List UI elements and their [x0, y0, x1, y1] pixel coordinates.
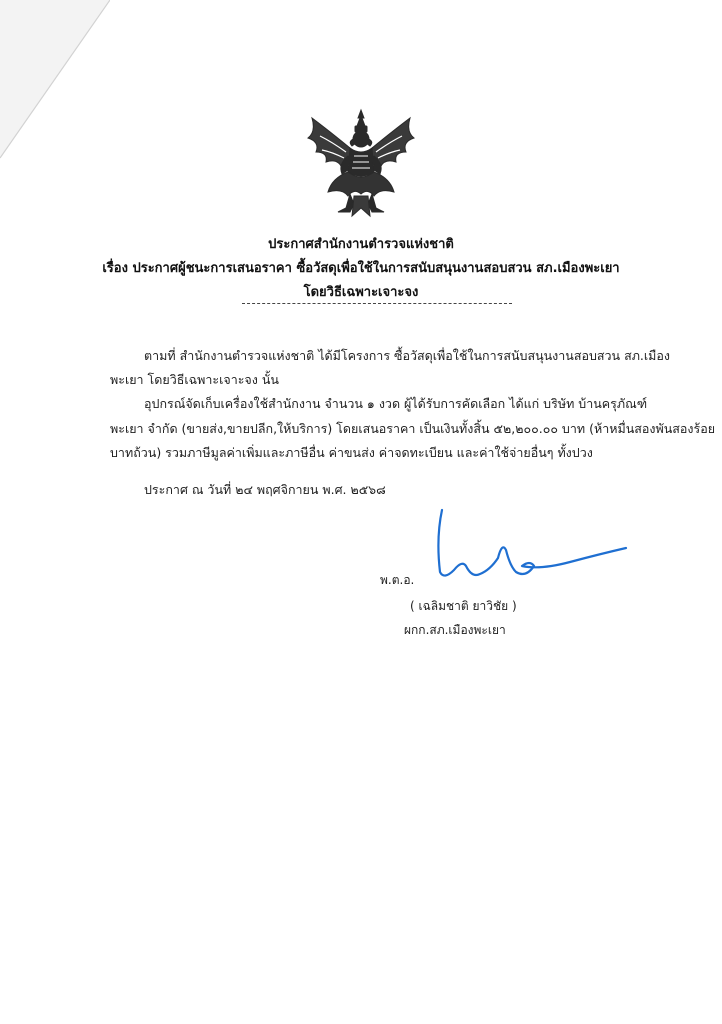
signatory-name: ( เฉลิมชาติ ยาวิชัย ): [410, 599, 517, 613]
body-line-4: พะเยา จำกัด (ขายส่ง,ขายปลีก,ให้บริการ) โดยเสนอราคา เป็นเงินทั้งสิ้น ๕๒,๒๐๐.๐๐ บาท (ห้าหมื่นสองพันสองร้อย: [110, 421, 716, 436]
body-line-3: อุปกรณ์จัดเก็บเครื่องใช้สำนักงาน จำนวน ๑ งวด ผู้ได้รับการคัดเลือก ได้แก่ บริษัท บ้านครุภัณฑ์: [144, 396, 648, 411]
handwritten-signature: [420, 508, 635, 588]
signatory-position: ผกก.สภ.เมืองพะเยา: [404, 623, 506, 637]
signatory-rank: พ.ต.อ.: [380, 573, 415, 587]
announcement-date: ประกาศ ณ วันที่ ๒๔ พฤศจิกายน พ.ศ. ๒๕๖๘: [144, 482, 386, 497]
document-subject: เรื่อง ประกาศผู้ชนะการเสนอราคา ซื้อวัสดุเพื่อใช้ในการสนับสนุนงานสอบสวน สภ.เมืองพะเยา: [102, 261, 620, 276]
paper-corner-fold: [0, 0, 110, 160]
garuda-emblem-icon: [302, 108, 420, 220]
body-line-1: ตามที่ สำนักงานตำรวจแห่งชาติ ได้มีโครงการ ซื้อวัสดุเพื่อใช้ในการสนับสนุนงานสอบสวน สภ.เมือง: [144, 348, 671, 363]
body-line-5: บาทถ้วน) รวมภาษีมูลค่าเพิ่มและภาษีอื่น ค่าขนส่ง ค่าจดทะเบียน และค่าใช้จ่ายอื่นๆ ทั้งปวง: [110, 445, 593, 460]
procurement-method: โดยวิธีเฉพาะเจาะจง: [303, 285, 419, 300]
body-line-2: พะเยา โดยวิธีเฉพาะเจาะจง นั้น: [110, 372, 279, 387]
title-divider: [242, 303, 512, 304]
document-title: ประกาศสำนักงานตำรวจแห่งชาติ: [268, 237, 454, 252]
